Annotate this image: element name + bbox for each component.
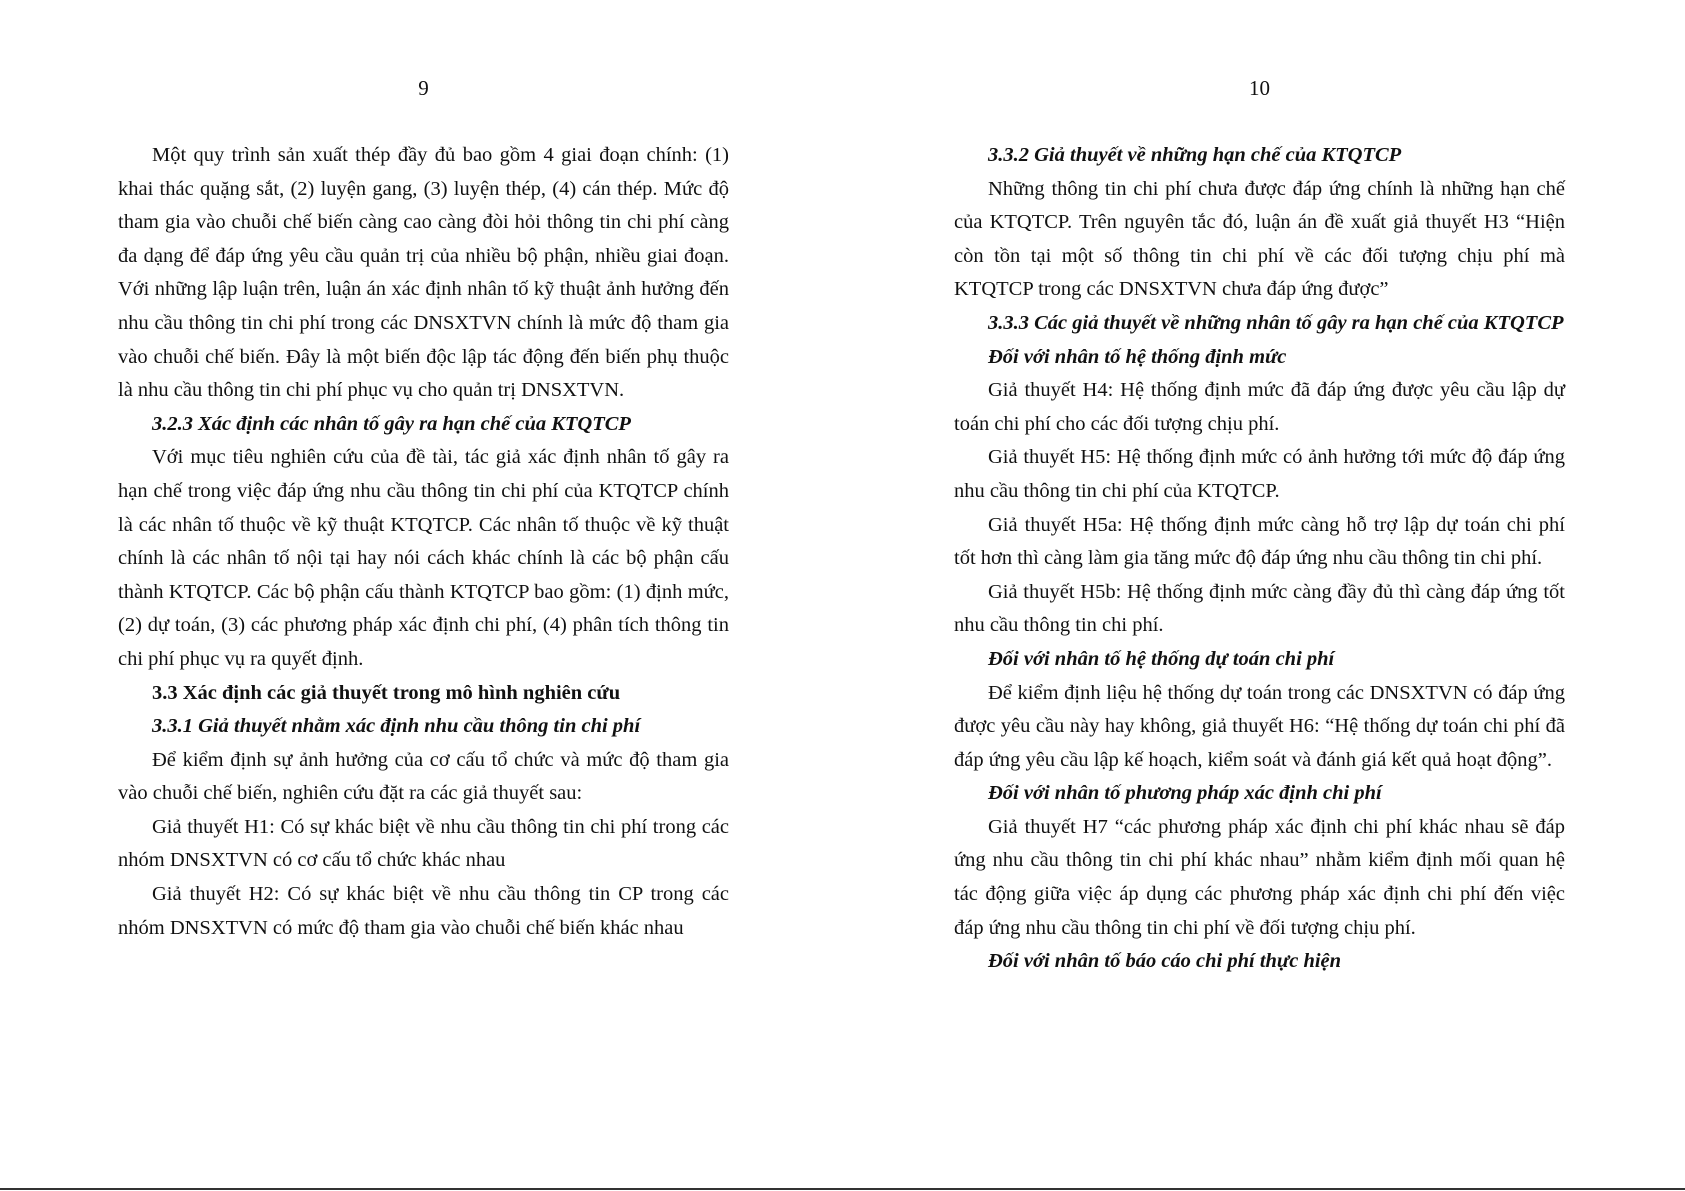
page-content [954, 139, 1565, 979]
factor-heading: Đối với nhân tố phương pháp xác định chi phí [988, 782, 1382, 805]
hypothesis-paragraph: Giả thuyết H5a: Hệ thống định mức càng hỗ trợ lập dự toán chi phí tốt hơn thì càng làm gia tăng mức độ đáp ứng nhu cầu thông tin chi phí. [954, 513, 1565, 570]
paragraph: Với mục tiêu nghiên cứu của đề tài, tác giả xác định nhân tố gây ra hạn chế trong việc đáp ứng nhu cầu thông tin chi phí của KTQTCP chính là các nhân tố thuộc về kỹ thuật KTQTCP. Các nhân tố thuộc về kỹ thuật chính là các nhân tố nội tại hay nói cách khác chính là các bộ phận cấu thành KTQTCP. Các bộ phận cấu thành KTQTCP bao gồm: (1) định mức, (2) dự toán, (3) các phương pháp xác định chi phí, (4) phân tích thông tin chi phí phục vụ ra quyết định. [118, 446, 729, 670]
bottom-divider [0, 1188, 1685, 1190]
page-number: 10 [1249, 76, 1270, 100]
factor-heading: Đối với nhân tố báo cáo chi phí thực hiện [988, 950, 1342, 973]
page-content [118, 139, 729, 945]
section-heading: 3.2.3 Xác định các nhân tố gây ra hạn chế của KTQTCP [152, 412, 631, 435]
hypothesis-paragraph: Giả thuyết H5b: Hệ thống định mức càng đầy đủ thì càng đáp ứng tốt nhu cầu thông tin chi phí. [954, 580, 1565, 637]
hypothesis-paragraph: Giả thuyết H1: Có sự khác biệt về nhu cầu thông tin chi phí trong các nhóm DNSXTVN có cơ cấu tổ chức khác nhau [118, 815, 729, 872]
right-page [954, 0, 1565, 1191]
section-heading: 3.3 Xác định các giả thuyết trong mô hình nghiên cứu [152, 681, 621, 704]
hypothesis-paragraph: Giả thuyết H5: Hệ thống định mức có ảnh hưởng tới mức độ đáp ứng nhu cầu thông tin chi phí của KTQTCP. [954, 446, 1565, 502]
paragraph: Để kiểm định liệu hệ thống dự toán trong các DNSXTVN có đáp ứng được yêu cầu này hay không, giả thuyết H6: “Hệ thống dự toán chi phí đã đáp ứng yêu cầu lập kế hoạch, kiểm soát và đánh giá kết quả hoạt động”. [954, 681, 1565, 771]
subsection-heading: 3.3.3 Các giả thuyết về những nhân tố gây ra hạn chế của KTQTCP [988, 311, 1564, 334]
paragraph: Để kiểm định sự ảnh hưởng của cơ cấu tổ chức và mức độ tham gia vào chuỗi chế biến, nghiên cứu đặt ra các giả thuyết sau: [118, 748, 729, 805]
hypothesis-paragraph: Giả thuyết H7 “các phương pháp xác định chi phí khác nhau sẽ đáp ứng nhu cầu thông tin chi phí khác nhau” nhằm kiểm định mối quan hệ tác động giữa việc áp dụng các phương pháp xác định chi phí đến việc đáp ứng nhu cầu thông tin chi phí về đối tượng chịu phí. [954, 815, 1565, 939]
page-number: 9 [418, 76, 429, 100]
subsection-heading: 3.3.1 Giả thuyết nhằm xác định nhu cầu thông tin chi phí [152, 715, 641, 738]
factor-heading: Đối với nhân tố hệ thống dự toán chi phí [988, 647, 1335, 670]
left-page [118, 0, 729, 1191]
hypothesis-paragraph: Giả thuyết H2: Có sự khác biệt về nhu cầu thông tin CP trong các nhóm DNSXTVN có mức độ tham gia vào chuỗi chế biến khác nhau [118, 883, 729, 939]
paragraph: Một quy trình sản xuất thép đầy đủ bao gồm 4 giai đoạn chính: (1) khai thác quặng sắt, (2) luyện gang, (3) luyện thép, (4) cán thép. Mức độ tham gia vào chuỗi chế biến càng cao càng đòi hỏi thông tin chi phí càng đa dạng để đáp ứng yêu cầu quản trị của nhiều bộ phận, nhiều giai đoạn. Với những lập luận trên, luận án xác định nhân tố kỹ thuật ảnh hưởng đến nhu cầu thông tin chi phí trong các DNSXTVN chính là mức độ tham gia vào chuỗi chế biến. Đây là một biến độc lập tác động đến biến phụ thuộc là nhu cầu thông tin chi phí phục vụ cho quản trị DNSXTVN. [118, 144, 729, 402]
hypothesis-paragraph: Giả thuyết H4: Hệ thống định mức đã đáp ứng được yêu cầu lập dự toán chi phí cho các đối tượng chịu phí. [954, 379, 1565, 435]
factor-heading: Đối với nhân tố hệ thống định mức [988, 345, 1287, 368]
paragraph: Những thông tin chi phí chưa được đáp ứng chính là những hạn chế của KTQTCP. Trên nguyên tắc đó, luận án đề xuất giả thuyết H3 “Hiện còn tồn tại một số thông tin chi phí về các đối tượng chịu phí mà KTQTCP trong các DNSXTVN chưa đáp ứng được” [954, 177, 1565, 301]
subsection-heading: 3.3.2 Giả thuyết về những hạn chế của KTQTCP [988, 144, 1402, 166]
